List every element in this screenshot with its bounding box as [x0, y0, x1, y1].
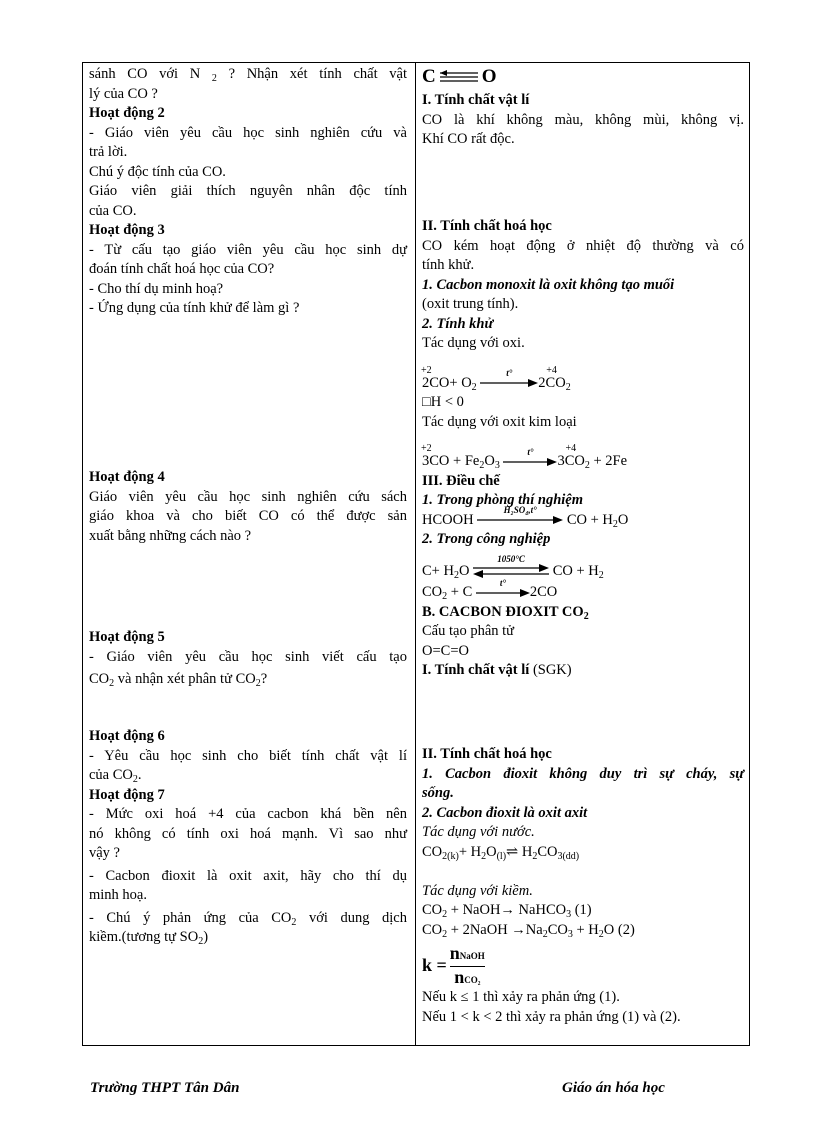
lesson-table — [82, 62, 750, 1046]
left-line: trả lời. — [89, 144, 128, 160]
right-line: Tác dụng với kiềm. — [422, 882, 533, 899]
right-line: Tác dụng với oxit kim loại — [422, 413, 577, 430]
subsection-title: 1. Cacbon đioxit không duy trì sự cháy, sự — [422, 765, 744, 782]
left-line: của CO. — [89, 202, 137, 219]
carbon-symbol: C — [422, 66, 436, 88]
left-line: Chú ý độc tính của CO. — [89, 163, 226, 180]
right-line: Nếu k ≤ 1 thì xảy ra phản ứng (1). — [422, 989, 620, 1005]
activity-4-heading: Hoạt động 4 — [89, 469, 165, 485]
k-ratio-formula: k = $\frac{\text{nNaOH}}{\text{nCO₂}}$ — [422, 946, 744, 986]
right-line: Tác dụng với oxi. — [422, 335, 525, 351]
right-line: Nếu 1 < k < 2 thì xảy ra phản ứng (1) và (2). — [422, 1008, 681, 1025]
right-line: O=C=O — [422, 642, 469, 659]
reaction-arrow: t° — [476, 587, 530, 599]
activity-4-block — [89, 468, 407, 546]
triple-bond-icon — [438, 70, 480, 84]
left-line: minh hoạ. — [89, 887, 147, 903]
left-line: - Từ cấu tạo giáo viên yêu cầu học sinh dự — [89, 241, 407, 258]
left-line: nó không có tính oxi hoá mạnh. Vì sao như — [89, 825, 407, 842]
left-line: của $CO_2$. — [89, 767, 142, 785]
right-line: I. Tính chất vật lí (SGK) — [422, 662, 572, 678]
left-line: Giáo viên giải thích nguyên nhân độc tính — [89, 183, 407, 199]
left-line: $CO_2$ và nhận xét phân tử $CO_2$? — [89, 671, 268, 689]
equation-hcooh: HCOOH H₂SO₄,t° CO + $H_2O$ — [422, 505, 629, 530]
footer-school: Trường THPT Tân Dân — [90, 1080, 240, 1096]
left-line: kiềm.(tương tự $SO_2$) — [89, 929, 209, 947]
reversible-arrow: 1050°C — [473, 564, 549, 578]
left-line: giáo khoa và cho biết CO có thể được sản — [89, 508, 407, 524]
equation-co2-carbon: $CO_2 + C$ t° 2CO — [422, 577, 558, 602]
subsection-title: 2. Trong công nghiệp — [422, 531, 551, 547]
left-line: Giáo viên yêu cầu học sinh nghiên cứu sách — [89, 488, 407, 505]
left-line: sánh CO với N $_2$ ? Nhận xét tính chất vật — [89, 66, 407, 84]
subsection-title: 2. Cacbon đioxit là oxit axit — [422, 804, 588, 821]
equation-co-oxygen: +2 $2CO+ O_2$ t° +4 $2CO_2$ — [421, 364, 571, 393]
subsection-title: sống. — [422, 785, 454, 801]
left-line: - Chú ý phản ứng của $CO_2$ với dung dịch — [89, 909, 407, 928]
column-divider — [415, 63, 416, 1045]
footer-subject: Giáo án hóa học — [562, 1080, 665, 1096]
right-line: Cấu tạo phân tử — [422, 623, 515, 639]
equation-co2-water: $CO_{2(k)}+$ $H_2O_{(l)}\rightleftharpoons$ $H_2CO_{3(dd)}$ — [422, 843, 580, 862]
equation-water-gas: $C+ H_2O$ 1050°C CO + $H_2$ — [422, 554, 604, 581]
subsection-title: 1. Cacbon monoxit là oxit không tạo muối — [422, 276, 675, 293]
equation-co-iron-oxide: +2 $3CO + Fe_2O_3$ t° +4 $3CO_2 + 2Fe$ — [421, 443, 628, 471]
right-line: Tác dụng với nước. — [422, 824, 535, 840]
activities-column — [89, 63, 407, 947]
section-2-title: II. Tính chất hoá học — [422, 218, 552, 234]
right-line: CO kém hoạt động ở nhiệt độ thường và có — [422, 237, 744, 254]
subsection-title: 2. Tính khử — [422, 315, 494, 332]
enthalpy-line: □H < 0 — [422, 394, 464, 410]
equilibrium-icon: ⇌ — [506, 843, 519, 860]
reaction-arrow: t° — [503, 456, 557, 468]
section-title: II. Tính chất hoá học — [422, 746, 552, 762]
delta-icon: □ — [422, 394, 431, 410]
left-line: - Giáo viên yêu cầu học sinh viết cấu tạo — [89, 648, 407, 665]
right-line: CO là khí không màu, không mùi, không vị. — [422, 111, 744, 128]
equation-co2-naoh-1: $CO_2$ + NaOH→ NaHCO$_3$ (1) — [422, 902, 592, 920]
activity-7-heading: Hoạt động 7 — [89, 786, 165, 803]
left-line: - Giáo viên yêu cầu học sinh nghiên cứu và — [89, 124, 407, 141]
co2-chem-props-block — [422, 745, 744, 1027]
activity-5-block — [89, 628, 407, 690]
left-line: - Yêu cầu học sinh cho biết tính chất vật lí — [89, 747, 407, 764]
section-3-title: III. Điều chế — [422, 472, 500, 489]
part-b-title: B. CACBON ĐIOXIT $CO_2$ — [422, 603, 589, 622]
section-1-title: I. Tính chất vật lí — [422, 92, 530, 108]
equation-co2-naoh-2: $CO_2$ + 2NaOH $\to Na_2CO_3 + H_2O$ (2) — [422, 921, 635, 940]
oxygen-symbol: O — [481, 66, 497, 88]
activity-6-7-block — [89, 727, 407, 948]
left-line: - Cho thí dụ minh hoạ? — [89, 280, 224, 297]
activity-3-heading: Hoạt động 3 — [89, 222, 165, 238]
left-line: lý của CO ? — [89, 85, 158, 102]
left-line: vậy ? — [89, 845, 120, 861]
reaction-arrow: t° — [480, 377, 538, 389]
left-line: - Ứng dụng của tính khử để làm gì ? — [89, 300, 300, 316]
activity-2-heading: Hoạt động 2 — [89, 105, 165, 121]
subsection-title: 1. Trong phòng thí nghiệm — [422, 492, 584, 508]
right-line: (oxit trung tính). — [422, 296, 519, 312]
activity-5-heading: Hoạt động 5 — [89, 629, 165, 645]
left-line: đoán tính chất hoá học của CO? — [89, 261, 275, 277]
right-line: tính khử. — [422, 257, 475, 273]
left-line: - Cacbon đioxit là oxit axit, hãy cho thí dụ — [89, 867, 407, 884]
left-line: - Mức oxi hoá +4 của cacbon khá bền nên — [89, 806, 407, 822]
activity-6-heading: Hoạt động 6 — [89, 728, 165, 744]
left-line: xuất bằng những cách nào ? — [89, 527, 252, 544]
content-column — [421, 63, 744, 1025]
co-structure — [422, 65, 744, 89]
chem-props-block — [422, 217, 744, 681]
right-line: Khí CO rất độc. — [422, 131, 515, 147]
k-fraction: $\frac{\text{nNaOH}}{\text{nCO₂}}$ — [449, 942, 485, 987]
reaction-arrow: H₂SO₄,t° — [477, 514, 563, 526]
